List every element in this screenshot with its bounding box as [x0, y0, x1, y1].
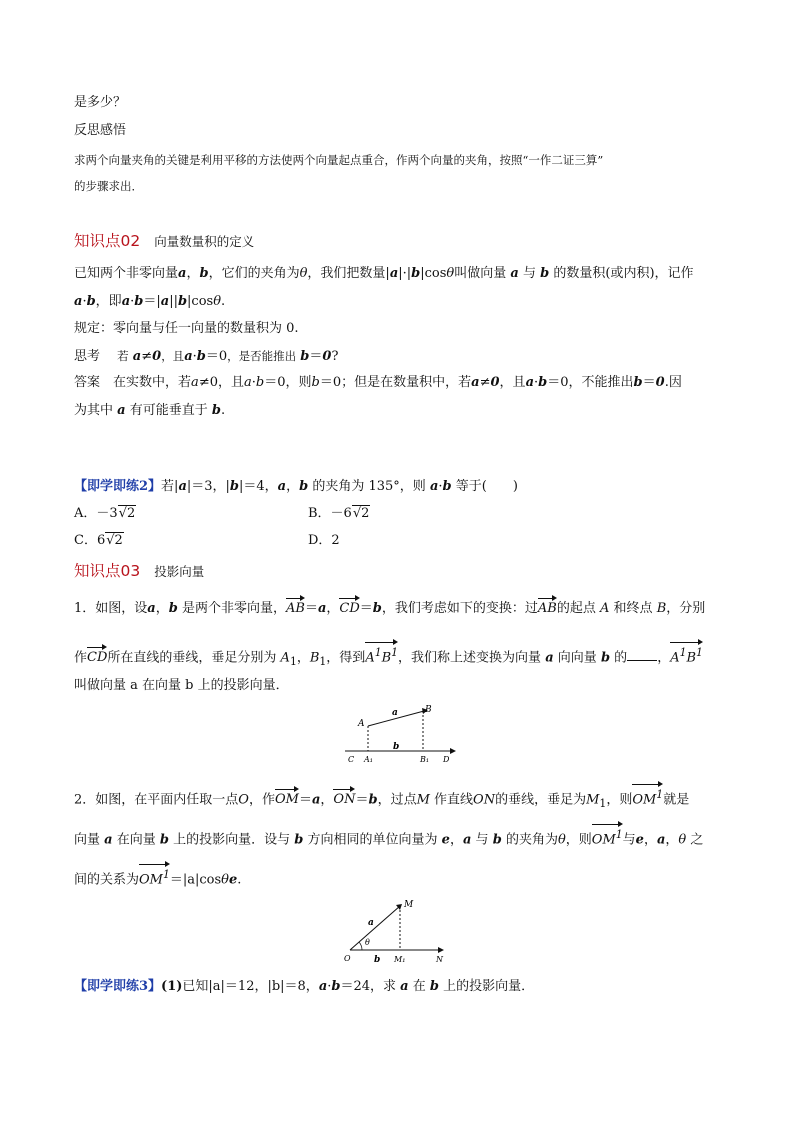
kp02-def-line-1: 已知两个非零向量a，b，它们的夹角为θ，我们把数量|a|·|b|cosθ叫做向量 a 与 b 的数量积(或内积)，记作	[74, 266, 694, 281]
kp02-def-line-2: a·b，即a·b＝|a||b|cosθ.	[74, 294, 226, 309]
label-D: D	[443, 755, 450, 764]
label-B1: B₁	[420, 755, 430, 764]
label-b2: b	[374, 955, 381, 964]
label-A: A	[358, 719, 365, 729]
label-b: b	[393, 742, 400, 752]
kp03-p2-line-1: 2．如图，在平面内任取一点O，作OM＝a，ON＝b，过点M 作直线ON的垂线，垂足为$M_1$，则$OM^1$就是	[74, 788, 690, 810]
ex2-option-b: B．－6√2	[308, 506, 370, 521]
kp03-heading	[74, 562, 204, 582]
ex3-stem: 【即学即练3】(1)已知|a|＝12，|b|＝8，a·b＝24，求 a 在 b 上的投影向量．	[74, 979, 535, 994]
ex3-tag: 【即学即练3】	[74, 979, 162, 994]
label-B: B	[425, 705, 432, 715]
ex2-option-c: C．6√2	[74, 533, 123, 548]
kp03-p2-line-3: 间的关系为$OM^1=|a|\cos\theta e$.	[74, 868, 242, 888]
projection-figure-1	[340, 700, 460, 772]
intro-line: 是多少？	[74, 95, 127, 110]
label-O: O	[344, 954, 351, 963]
kp02-subtitle: 向量数量积的定义	[154, 234, 255, 249]
reflect-body-1: 求两个向量夹角的关键是利用平移的方法使两个向量起点重合，作两个向量的夹角，按照“一作二证三算”	[74, 153, 604, 167]
ex2-option-a: A．－3√2	[74, 506, 136, 521]
kp02-rule: 规定：零向量与任一向量的数量积为 0.	[74, 321, 299, 336]
kp02-think: 思考 若 a≠0，且a·b＝0，是否能推出 b＝0?	[74, 349, 339, 364]
label-M1: M₁	[394, 955, 406, 964]
kp03-p1-line-2: 作CD所在直线的垂线，垂足分别为 $A_1$，$B_1$，得到$A^1B^1$，我们称上述变换为向量 a 向向量 b 的 ，$A^1B^1$	[74, 646, 703, 668]
label-M: M	[404, 900, 414, 910]
kp02-heading	[74, 232, 254, 252]
label-theta: θ	[365, 938, 370, 947]
kp03-subtitle: 投影向量	[154, 564, 205, 579]
label-a: a	[392, 708, 398, 718]
kp02-title: 知识点02	[74, 232, 141, 250]
kp02-answer-line-1: 答案 在实数中，若a≠0，且a·b＝0，则b＝0；但是在数量积中，若a≠0，且a·b＝0，不能推出b＝0.因	[74, 375, 682, 390]
reflect-body-2: 的步骤求出．	[74, 179, 143, 193]
kp03-title: 知识点03	[74, 562, 141, 580]
projection-figure-2	[338, 896, 463, 964]
kp03-p1-line-3: 叫做向量 a 在向量 b 上的投影向量．	[74, 678, 289, 693]
label-C: C	[348, 755, 355, 764]
reflect-title: 反思感悟	[74, 123, 127, 138]
ex2-stem: 【即学即练2】若|a|＝3，|b|＝4，a，b 的夹角为 135°，则 a·b 等于( )	[74, 479, 518, 494]
ex2-option-d: D．2	[308, 533, 340, 548]
label-a2: a	[368, 918, 374, 928]
label-N: N	[436, 955, 443, 964]
kp02-answer-line-2: 为其中 a 有可能垂直于 b.	[74, 403, 226, 418]
kp03-p1-line-1: 1．如图，设a，b 是两个非零向量，AB＝a，CD＝b，我们考虑如下的变换：过AB的起点 A 和终点 B，分别	[74, 601, 706, 616]
kp03-p2-line-2: 向量 a 在向量 b 上的投影向量．设与 b 方向相同的单位向量为 e，a 与 b 的夹角为θ，则$OM^1$与e，a，θ 之	[74, 828, 704, 848]
label-A1: A₁	[364, 755, 373, 764]
ex2-tag: 【即学即练2】	[74, 479, 162, 494]
